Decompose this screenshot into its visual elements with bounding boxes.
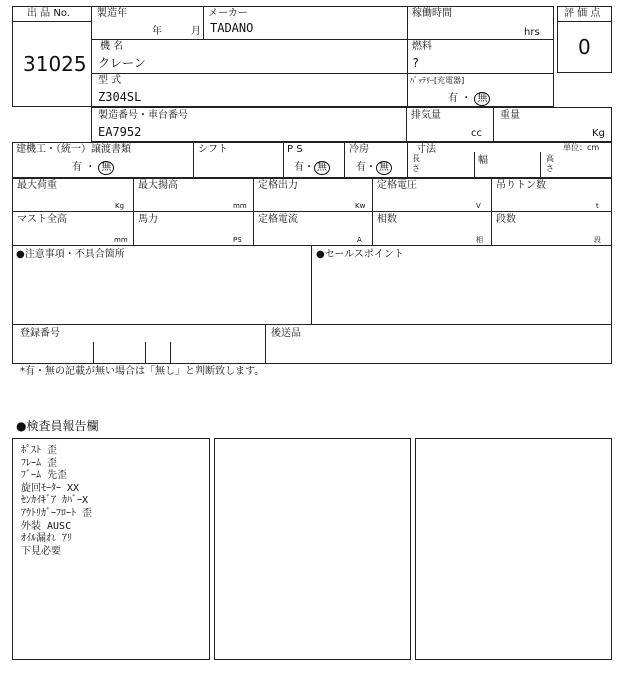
height-label-a: 高 — [546, 154, 554, 163]
cooling-choice: 有・ 無 — [356, 161, 392, 175]
hours-label: 稼働時間 — [412, 8, 452, 19]
phase-unit: 相 — [476, 236, 483, 244]
ps-label: P S — [287, 144, 303, 155]
year-mark: 年 — [152, 26, 162, 37]
unit-label: 単位：cm — [563, 143, 600, 152]
mast-label: マスト全高 — [17, 214, 67, 225]
report-line: ｵｲﾙ漏れ ｱﾘ — [21, 533, 73, 545]
rating-label: 評 価 点 — [564, 8, 601, 19]
report-line: ｱｳﾄﾘｶﾞｰﾌﾛｰﾄ 歪 — [21, 507, 93, 519]
fuel-value: ? — [412, 56, 420, 70]
maker-value: TADANO — [210, 21, 254, 35]
transfer-label: 建機工・（統一）譲渡書類 — [16, 144, 131, 155]
type-value: Z304SL — [98, 90, 142, 104]
length-label-a: 長 — [412, 154, 420, 163]
ps-no-circled: 無 — [314, 161, 330, 175]
rated-voltage-unit: V — [476, 202, 481, 210]
weight-cell — [493, 107, 612, 142]
battery-label: ﾊﾞｯﾃﾘｰ[充電器] — [410, 76, 465, 85]
lift-ton-label: 吊りトン数 — [496, 180, 546, 191]
weight-unit: Kg — [592, 128, 605, 139]
registration-label: 登録番号 — [20, 328, 60, 339]
battery-no-circled: 無 — [474, 92, 490, 106]
displacement-cell — [406, 107, 494, 142]
hp-unit: PS — [233, 236, 242, 244]
max-lift-unit: mm — [233, 202, 247, 210]
max-load-unit: Kg — [115, 202, 125, 210]
spec-row-4 — [12, 211, 612, 246]
report-line: 下見必要 — [21, 545, 61, 557]
registration-row — [12, 324, 612, 364]
rated-current-unit: A — [357, 236, 362, 244]
steps-unit: 段 — [594, 236, 601, 244]
transfer-no-circled: 無 — [98, 161, 114, 175]
rated-output-unit: Kw — [355, 202, 366, 210]
caution-label: ●注意事項・不具合箇所 — [16, 249, 125, 260]
inspector-box-2 — [214, 438, 411, 660]
inspector-title: ●検査員報告欄 — [16, 419, 99, 433]
mast-unit: mm — [114, 236, 128, 244]
inspector-box-1 — [12, 438, 210, 660]
battery-choice: 有 ・ 無 — [448, 92, 490, 106]
rated-output-label: 定格出力 — [258, 180, 298, 191]
mfg-year-label: 製造年 — [97, 8, 127, 19]
report-line: 旋回ﾓｰﾀｰ XX — [21, 482, 80, 494]
rating-value-cell — [557, 21, 612, 73]
lift-ton-unit: t — [596, 202, 599, 210]
serial-value: EA7952 — [98, 125, 142, 139]
serial-cell — [91, 107, 407, 142]
report-line: ｾﾝｶｲｷﾞｱ ｶﾊﾞｰX — [21, 495, 89, 507]
rating-label-cell — [557, 6, 612, 22]
serial-label: 製造番号・車台番号 — [98, 110, 188, 121]
model-name-label: 機 名 — [100, 41, 124, 52]
displacement-unit: cc — [471, 128, 482, 139]
hours-unit: hrs — [524, 27, 540, 38]
rating-value: 0 — [578, 35, 591, 59]
rated-current-label: 定格電流 — [258, 214, 298, 225]
report-line: ﾌﾚｰﾑ 歪 — [21, 457, 58, 469]
height-label-b: さ — [546, 164, 554, 173]
report-line: ﾌﾞｰﾑ 先歪 — [21, 470, 68, 482]
lot-number: 31025 — [23, 52, 87, 76]
footnote: *有・無の記載が無い場合は「無し」と判断致します。 — [20, 366, 265, 377]
lot-value-cell — [12, 21, 92, 107]
model-name-value: クレーン — [98, 56, 146, 70]
rated-voltage-label: 定格電圧 — [377, 180, 417, 191]
month-mark: 月 — [191, 26, 201, 37]
delivery-label: 後送品 — [271, 328, 301, 339]
lot-label: 出 品 No. — [27, 8, 70, 19]
report-line: 外装 AUSC — [21, 520, 72, 532]
ps-choice: 有・ 無 — [294, 161, 330, 175]
cooling-label: 冷房 — [349, 144, 369, 155]
fuel-label: 燃料 — [412, 41, 432, 52]
hp-label: 馬力 — [138, 214, 158, 225]
displacement-label: 排気量 — [411, 110, 441, 121]
max-load-label: 最大荷重 — [17, 180, 57, 191]
inspector-box-3 — [415, 438, 612, 660]
length-label-b: さ — [412, 164, 420, 173]
transfer-choice: 有 ・ 無 — [72, 161, 114, 175]
width-label: 幅 — [478, 155, 488, 166]
steps-label: 段数 — [496, 214, 516, 225]
maker-label: メーカー — [208, 8, 248, 19]
phase-label: 相数 — [377, 214, 397, 225]
weight-label: 重量 — [500, 110, 520, 121]
type-label: 型 式 — [98, 75, 122, 86]
inspector-report — [21, 445, 92, 558]
shift-label: シフト — [198, 144, 228, 155]
max-lift-label: 最大揚高 — [138, 180, 178, 191]
sales-point-label: ●セールスポイント — [316, 249, 404, 260]
lot-label-cell — [12, 6, 92, 22]
report-line: ﾎﾟｽﾄ 歪 — [21, 445, 58, 456]
dimension-label: 寸法 — [416, 144, 436, 155]
cooling-no-circled: 無 — [376, 161, 392, 175]
